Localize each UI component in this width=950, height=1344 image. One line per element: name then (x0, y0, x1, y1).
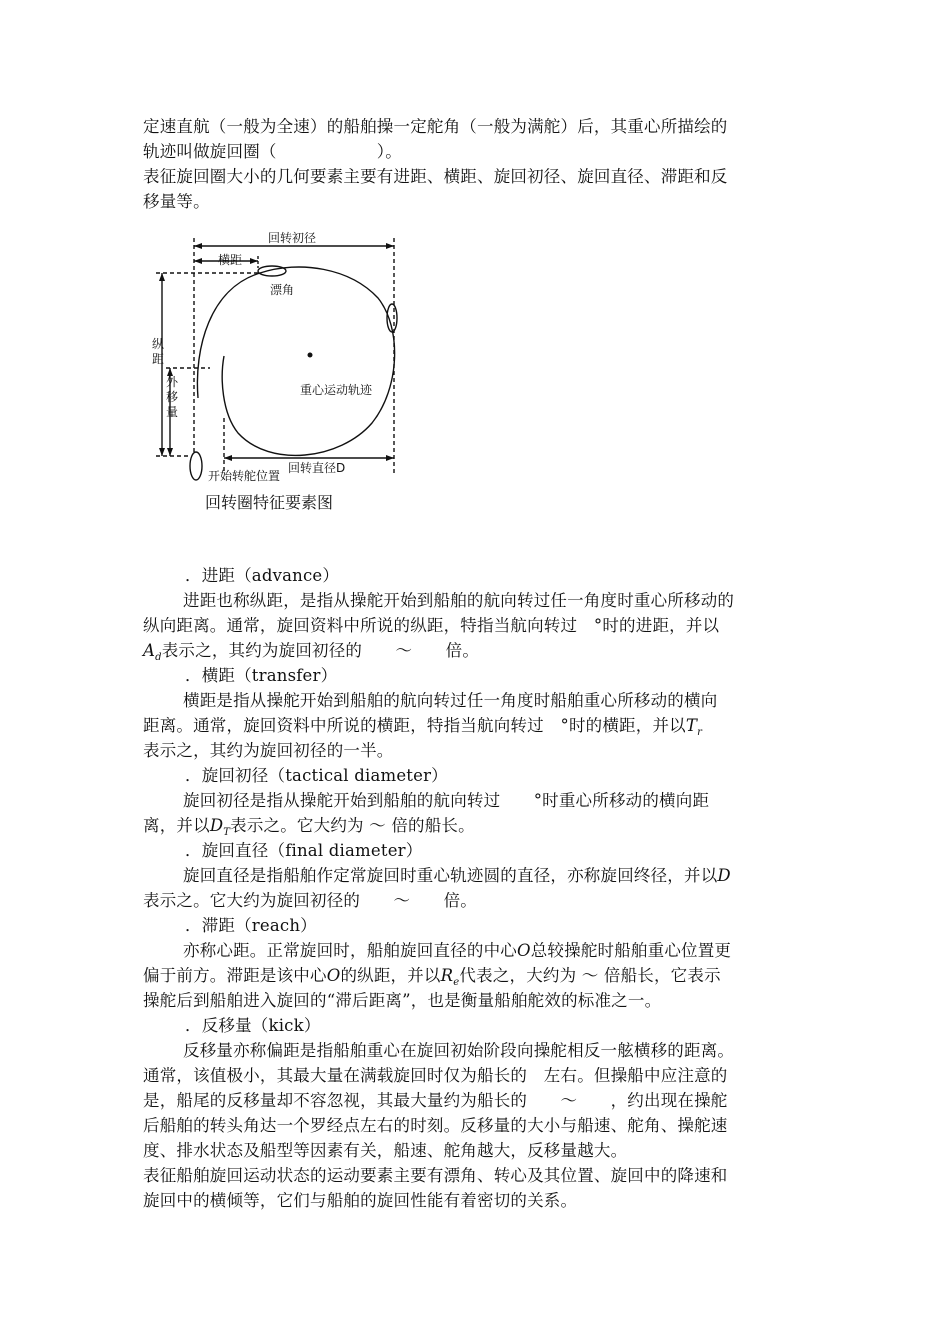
outro-line-1: 表征船舶旋回运动状态的运动要素主要有漂角、转心及其位置、旋回中的降速和 (143, 1166, 728, 1185)
section-advance-line-2: 纵向距离。通常，旋回资料中所说的纵距，特指当航向转过 °时的进距，并以 (143, 616, 720, 635)
section-kick-line-2: 通常，该值极小，其最大量在满载旋回时仅为船长的 左右。但操船中应注意的 (143, 1066, 728, 1085)
intro-line-2: 轨迹叫做旋回圈（ ）。 (143, 142, 402, 161)
label-transfer: 横距 (218, 253, 243, 267)
label-drift-angle: 漂角 (270, 283, 295, 297)
outro-line-2: 旋回中的横倾等，它们与船舶的旋回性能有着密切的关系。 (143, 1191, 578, 1210)
section-advance-line-3: $A_d$表示之，其约为旋回初径的 ～ 倍。 (143, 641, 480, 663)
turning-circle-diagram (150, 228, 420, 518)
label-advance-2: 距 (152, 352, 165, 366)
turning-trajectory (197, 267, 394, 455)
section-final-line-1: 旋回直径是指船舶作定常旋回时重心轨迹圆的直径，亦称旋回终径，并以D (183, 866, 731, 885)
section-transfer-heading: ．横距（transfer） (185, 666, 338, 685)
section-kick-line-5: 度、排水状态及船型等因素有关，船速、舵角越大，反移量越大。 (143, 1141, 628, 1160)
label-tactical-diameter: 回转初径 (268, 231, 317, 245)
ship-drift-icon (258, 266, 286, 276)
label-kick-1: 外 (166, 375, 179, 389)
section-final-heading: ．旋回直径（final diameter） (185, 841, 423, 860)
section-final-line-2: 表示之。它大约为旋回初径的 ～ 倍。 (143, 891, 477, 910)
section-kick-line-4: 后船舶的转头角达一个罗经点左右的时刻。反移量的大小与船速、舵角、操舵速 (143, 1116, 728, 1135)
label-advance-1: 纵 (152, 337, 165, 351)
section-reach-line-2: 偏于前方。滞距是该中心O的纵距，并以$R_e$代表之，大约为 ～ 倍船长，它表示 (143, 966, 721, 988)
section-tactical-heading: ．旋回初径（tactical diameter） (185, 766, 448, 785)
intro-line-1: 定速直航（一般为全速）的船舶操一定舵角（一般为满舵）后，其重心所描绘的 (143, 117, 728, 136)
label-final-diameter: 回转直径D (288, 461, 346, 475)
section-transfer-line-1: 横距是指从操舵开始到船舶的航向转过任一角度时船舶重心所移动的横向 (183, 691, 718, 710)
label-kick-2: 移 (166, 390, 179, 404)
section-tactical-line-2: 离，并以$D_T$表示之。它大约为 ～ 倍的船长。 (143, 816, 475, 838)
intro-line-3: 表征旋回圈大小的几何要素主要有进距、横距、旋回初径、旋回直径、滞距和反 (143, 167, 728, 186)
section-reach-line-1: 亦称心距。正常旋回时，船舶旋回直径的中心O总较操舵时船舶重心位置更 (183, 941, 732, 960)
label-cg-track: 重心运动轨迹 (300, 383, 373, 397)
circle-center-dot (308, 353, 313, 358)
section-reach-heading: ．滞距（reach） (185, 916, 317, 935)
section-advance-heading: ．进距（advance） (185, 566, 340, 585)
section-kick-line-3: 是，船尾的反移量却不容忽视，其最大量约为船长的 ～ ，约出现在操舵 (143, 1091, 728, 1110)
intro-line-4: 移量等。 (143, 192, 210, 211)
label-kick-3: 量 (166, 405, 179, 419)
section-tactical-line-1: 旋回初径是指从操舵开始到船舶的航向转过 °时重心所移动的横向距 (183, 791, 710, 810)
section-kick-heading: ．反移量（kick） (185, 1016, 321, 1035)
section-kick-line-1: 反移量亦称偏距是指船舶重心在旋回初始阶段向操舵相反一舷横移的距离。 (183, 1041, 735, 1060)
label-start-position: 开始转舵位置 (208, 469, 281, 483)
ship-start-icon (190, 452, 202, 480)
section-advance-line-1: 进距也称纵距，是指从操舵开始到船舶的航向转过任一角度时重心所移动的 (183, 591, 735, 610)
section-reach-line-3: 操舵后到船舶进入旋回的“滞后距离”，也是衡量船舶舵效的标准之一。 (143, 991, 662, 1010)
section-transfer-line-2: 距离。通常，旋回资料中所说的横距，特指当航向转过 °时的横距，并以$T_r$ (143, 716, 703, 738)
section-transfer-line-3: 表示之，其约为旋回初径的一半。 (143, 741, 394, 760)
figure-caption: 回转圈特征要素图 (205, 493, 334, 512)
